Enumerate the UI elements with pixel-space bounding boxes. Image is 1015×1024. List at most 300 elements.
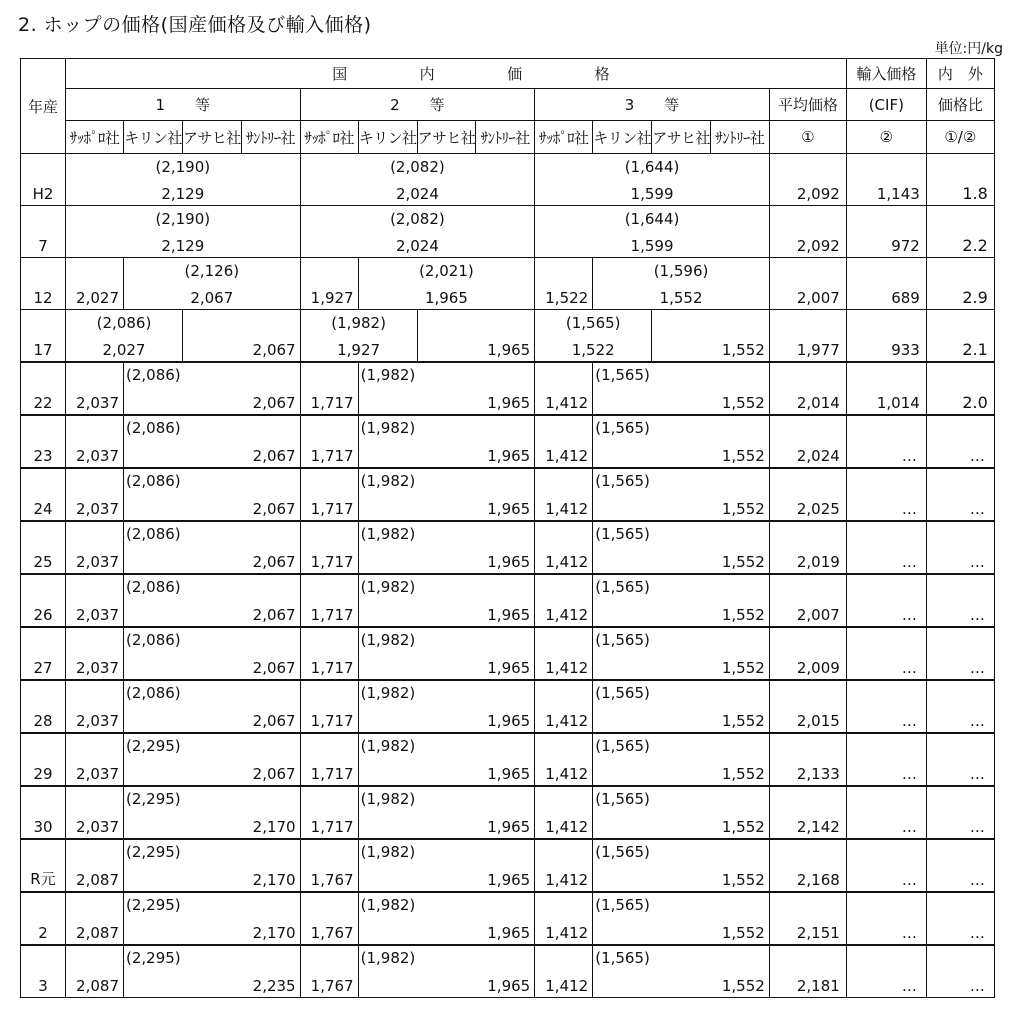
domestic-price-header — [66, 59, 847, 89]
others-price-cell — [124, 362, 301, 415]
sapporo-price-cell — [66, 258, 124, 310]
company-header: ｻｯﾎﾟﾛ社 — [300, 121, 358, 154]
price-ratio-cell — [926, 521, 994, 574]
parenthesized-price: (1,596) — [653, 262, 709, 280]
company-header: ｻｯﾎﾟﾛ社 — [66, 121, 124, 154]
price-value: 2,067 — [190, 289, 234, 307]
sapporo-price-cell — [66, 362, 124, 415]
hop-price-table — [20, 58, 995, 998]
parenthesized-price: (2,082) — [390, 158, 445, 176]
sapporo-price-cell — [66, 574, 124, 627]
sapporo-price-cell — [66, 415, 124, 468]
others-price-cell — [593, 680, 770, 733]
others-price-cell — [358, 468, 535, 521]
year-cell: H2 — [21, 154, 66, 206]
average-price-value: 2,151 — [796, 924, 840, 942]
others-price-cell — [358, 786, 535, 839]
price-value: 1,412 — [545, 712, 589, 730]
sapporo-price-cell — [535, 627, 593, 680]
parenthesized-price: (2,086) — [126, 684, 181, 702]
average-price-value: 2,007 — [796, 606, 840, 624]
company-header: アサヒ社 — [652, 121, 711, 154]
sapporo-price-cell — [535, 945, 593, 998]
parenthesized-price: (2,295) — [126, 843, 181, 861]
parenthesized-price: (2,086) — [96, 314, 152, 332]
import-price-cell — [846, 574, 926, 627]
year-cell: 25 — [21, 521, 66, 574]
sapporo-price-cell — [66, 892, 124, 945]
others-price-cell — [124, 627, 301, 680]
sapporo-price-cell — [300, 521, 358, 574]
parenthesized-price: (1,982) — [360, 472, 416, 490]
price-value: 1,965 — [487, 659, 531, 677]
others-price-cell — [124, 680, 301, 733]
price-value: 1,717 — [310, 765, 354, 783]
price-ratio-value: … — [969, 447, 986, 465]
sapporo-price-cell — [300, 362, 358, 415]
ratio-header-top: 内 外 — [926, 59, 994, 89]
parenthesized-price: (2,082) — [390, 210, 445, 228]
average-price-cell — [769, 258, 846, 310]
price-value: 2,067 — [252, 447, 296, 465]
price-ratio-cell — [926, 362, 994, 415]
import-price-cell — [846, 362, 926, 415]
average-price-value: 1,977 — [796, 341, 840, 359]
year-cell: 26 — [21, 574, 66, 627]
others-price-cell — [124, 468, 301, 521]
table-row — [21, 945, 995, 998]
price-value: 1,412 — [545, 500, 589, 518]
sapporo-price-cell — [535, 680, 593, 733]
price-ratio-value: … — [969, 712, 986, 730]
company-header: アサヒ社 — [417, 121, 476, 154]
table-row — [21, 839, 995, 892]
average-price-cell — [769, 839, 846, 892]
price-value: 1,552 — [721, 606, 765, 624]
price-ratio-value: 2.2 — [962, 236, 988, 255]
price-value: 1,717 — [310, 606, 354, 624]
table-row — [21, 733, 995, 786]
grade-price-cell — [300, 154, 535, 206]
price-value: 1,552 — [721, 394, 765, 412]
parenthesized-price: (1,982) — [360, 737, 416, 755]
average-price-value: 2,092 — [796, 185, 840, 203]
price-value: 1,412 — [545, 765, 589, 783]
grade-2-header: 2 等 — [300, 89, 535, 121]
average-price-value: 2,142 — [796, 818, 840, 836]
price-value: 1,927 — [337, 341, 381, 359]
price-value: 1,965 — [424, 289, 468, 307]
others-price-cell — [593, 362, 770, 415]
import-price-value: … — [901, 977, 918, 995]
price-value: 1,767 — [310, 977, 354, 995]
sapporo-price-cell — [535, 839, 593, 892]
import-price-cell — [846, 680, 926, 733]
company-header: ｻﾝﾄﾘｰ社 — [241, 121, 300, 154]
sapporo-price-cell — [535, 733, 593, 786]
price-value: 1,965 — [487, 553, 531, 571]
parenthesized-price: (1,565) — [595, 472, 650, 490]
price-value: 2,027 — [76, 289, 119, 307]
others-price-cell — [124, 945, 301, 998]
average-price-value: 2,007 — [796, 289, 840, 307]
parenthesized-price: (2,021) — [419, 262, 474, 280]
price-value: 2,087 — [76, 924, 119, 942]
price-value: 1,717 — [310, 712, 354, 730]
price-value: 1,552 — [721, 977, 765, 995]
price-value: 2,067 — [252, 500, 296, 518]
others-price-cell — [593, 415, 770, 468]
sapporo-price-cell — [300, 574, 358, 627]
average-price-value: 2,014 — [796, 394, 840, 412]
ratio-subheader: ①/② — [926, 121, 994, 154]
average-price-cell — [769, 362, 846, 415]
price-value: 1,552 — [721, 871, 765, 889]
price-ratio-value: … — [969, 500, 986, 518]
others-price-cell — [593, 258, 770, 310]
price-ratio-cell — [926, 680, 994, 733]
others-price-cell — [358, 627, 535, 680]
price-value: 2,129 — [161, 237, 205, 255]
sapporo-price-cell — [535, 521, 593, 574]
others-price-cell — [124, 839, 301, 892]
price-value: 2,067 — [252, 341, 296, 359]
grade-1-header: 1 等 — [66, 89, 301, 121]
year-cell: 24 — [21, 468, 66, 521]
price-value: 1,965 — [487, 394, 531, 412]
price-ratio-value: … — [969, 606, 986, 624]
others-price-cell — [593, 945, 770, 998]
others-price-cell — [593, 892, 770, 945]
price-ratio-cell — [926, 310, 994, 363]
sapporo-price-cell — [66, 680, 124, 733]
parenthesized-price: (1,644) — [624, 158, 680, 176]
sapporo-price-cell — [535, 415, 593, 468]
price-ratio-cell — [926, 945, 994, 998]
others-price-cell — [358, 362, 535, 415]
price-value: 2,067 — [252, 712, 296, 730]
import-price-value: … — [901, 765, 918, 783]
year-cell: 3 — [21, 945, 66, 998]
price-value: 1,965 — [487, 712, 531, 730]
price-ratio-value: 1.8 — [962, 184, 988, 203]
price-ratio-cell — [926, 892, 994, 945]
asahi-suntory-price-cell — [183, 310, 301, 363]
price-value: 1,599 — [630, 185, 674, 203]
domestic-char-4: 格 — [594, 65, 610, 83]
others-price-cell — [593, 786, 770, 839]
others-price-cell — [124, 892, 301, 945]
price-value: 2,170 — [252, 924, 296, 942]
average-price-value: 2,019 — [796, 553, 840, 571]
price-value: 1,767 — [310, 871, 354, 889]
sapporo-price-cell — [535, 574, 593, 627]
price-value: 1,412 — [545, 924, 589, 942]
price-ratio-value: … — [969, 553, 986, 571]
import-price-value: … — [901, 447, 918, 465]
table-row — [21, 627, 995, 680]
price-value: 2,037 — [76, 500, 119, 518]
price-value: 1,965 — [487, 447, 531, 465]
year-cell: 29 — [21, 733, 66, 786]
price-value: 1,717 — [310, 394, 354, 412]
price-value: 1,412 — [545, 553, 589, 571]
table-row — [21, 258, 995, 310]
table-row — [21, 362, 995, 415]
year-cell: 17 — [21, 310, 66, 363]
average-price-cell — [769, 733, 846, 786]
ratio-header-mid: 価格比 — [926, 89, 994, 121]
price-value: 1,965 — [487, 977, 531, 995]
parenthesized-price: (1,565) — [595, 578, 650, 596]
import-price-cell — [846, 627, 926, 680]
price-value: 1,717 — [310, 447, 354, 465]
sapporo-price-cell — [300, 839, 358, 892]
others-price-cell — [358, 680, 535, 733]
table-row — [21, 892, 995, 945]
year-cell: 22 — [21, 362, 66, 415]
sapporo-kirin-price-cell — [300, 310, 417, 363]
import-price-cell — [846, 733, 926, 786]
parenthesized-price: (1,565) — [595, 366, 650, 384]
average-price-cell — [769, 206, 846, 258]
price-value: 1,965 — [487, 818, 531, 836]
price-value: 1,965 — [487, 924, 531, 942]
parenthesized-price: (1,565) — [595, 684, 650, 702]
price-value: 1,717 — [310, 500, 354, 518]
sapporo-price-cell — [535, 892, 593, 945]
others-price-cell — [593, 627, 770, 680]
price-value: 2,129 — [161, 185, 205, 203]
table-row — [21, 206, 995, 258]
parenthesized-price: (2,086) — [126, 631, 181, 649]
price-value: 1,412 — [545, 606, 589, 624]
price-value: 2,037 — [76, 659, 119, 677]
sapporo-price-cell — [300, 468, 358, 521]
sapporo-price-cell — [300, 892, 358, 945]
price-value: 2,067 — [252, 659, 296, 677]
grade-3-header: 3 等 — [535, 89, 770, 121]
parenthesized-price: (1,565) — [595, 737, 650, 755]
parenthesized-price: (1,982) — [360, 790, 416, 808]
price-value: 1,522 — [571, 341, 615, 359]
others-price-cell — [593, 574, 770, 627]
others-price-cell — [124, 733, 301, 786]
average-price-cell — [769, 521, 846, 574]
import-price-value: 1,143 — [876, 185, 920, 203]
average-price-cell — [769, 892, 846, 945]
import-price-value: 689 — [891, 289, 920, 307]
import-price-subheader: ② — [846, 121, 926, 154]
parenthesized-price: (1,982) — [360, 366, 416, 384]
others-price-cell — [593, 839, 770, 892]
others-price-cell — [358, 733, 535, 786]
company-header: キリン社 — [124, 121, 183, 154]
parenthesized-price: (2,086) — [126, 472, 181, 490]
price-value: 1,965 — [487, 341, 531, 359]
price-ratio-cell — [926, 786, 994, 839]
others-price-cell — [124, 258, 301, 310]
grade-price-cell — [535, 154, 770, 206]
price-value: 1,717 — [310, 818, 354, 836]
sapporo-price-cell — [300, 733, 358, 786]
page-title: 2. ホップの価格(国産価格及び輸入価格) — [18, 14, 372, 36]
average-price-cell — [769, 574, 846, 627]
others-price-cell — [358, 892, 535, 945]
average-price-value: 2,009 — [796, 659, 840, 677]
price-value: 2,170 — [252, 818, 296, 836]
others-price-cell — [358, 258, 535, 310]
year-cell: 2 — [21, 892, 66, 945]
price-value: 2,037 — [76, 606, 119, 624]
price-ratio-cell — [926, 154, 994, 206]
parenthesized-price: (2,086) — [126, 366, 181, 384]
price-value: 1,552 — [721, 659, 765, 677]
import-price-cell — [846, 839, 926, 892]
others-price-cell — [593, 521, 770, 574]
table-row — [21, 154, 995, 206]
asahi-suntory-price-cell — [417, 310, 535, 363]
others-price-cell — [358, 945, 535, 998]
price-ratio-value: 2.9 — [962, 288, 988, 307]
price-ratio-value: … — [969, 924, 986, 942]
price-value: 1,552 — [721, 447, 765, 465]
parenthesized-price: (1,982) — [360, 896, 416, 914]
price-value: 2,067 — [252, 606, 296, 624]
import-price-cell — [846, 154, 926, 206]
domestic-char-1: 国 — [332, 65, 348, 83]
parenthesized-price: (2,086) — [126, 578, 181, 596]
average-price-value: 2,025 — [796, 500, 840, 518]
sapporo-price-cell — [66, 839, 124, 892]
average-price-cell — [769, 627, 846, 680]
year-cell: 12 — [21, 258, 66, 310]
parenthesized-price: (1,982) — [360, 525, 416, 543]
import-price-cell — [846, 468, 926, 521]
price-value: 2,067 — [252, 765, 296, 783]
import-price-value: … — [901, 871, 918, 889]
price-value: 2,037 — [76, 447, 119, 465]
import-price-cell — [846, 892, 926, 945]
price-value: 1,717 — [310, 553, 354, 571]
parenthesized-price: (1,982) — [360, 949, 416, 967]
price-value: 2,170 — [252, 871, 296, 889]
sapporo-price-cell — [535, 786, 593, 839]
price-ratio-value: … — [969, 977, 986, 995]
price-value: 2,024 — [395, 185, 439, 203]
company-header: キリン社 — [593, 121, 652, 154]
price-ratio-value: … — [969, 871, 986, 889]
sapporo-price-cell — [300, 415, 358, 468]
price-ratio-cell — [926, 733, 994, 786]
year-cell: R元 — [21, 839, 66, 892]
average-price-value: 2,015 — [796, 712, 840, 730]
sapporo-price-cell — [66, 468, 124, 521]
parenthesized-price: (1,565) — [595, 843, 650, 861]
year-cell: 7 — [21, 206, 66, 258]
import-price-value: … — [901, 818, 918, 836]
table-row — [21, 680, 995, 733]
price-value: 1,717 — [310, 659, 354, 677]
grade-price-cell — [535, 206, 770, 258]
others-price-cell — [593, 468, 770, 521]
parenthesized-price: (2,295) — [126, 790, 181, 808]
average-price-cell — [769, 468, 846, 521]
price-value: 2,067 — [252, 553, 296, 571]
company-header: キリン社 — [358, 121, 417, 154]
sapporo-price-cell — [300, 945, 358, 998]
sapporo-kirin-price-cell — [66, 310, 183, 363]
year-header: 年産 — [21, 59, 66, 154]
table-row — [21, 415, 995, 468]
sapporo-price-cell — [66, 627, 124, 680]
price-value: 2,037 — [76, 553, 119, 571]
price-value: 1,767 — [310, 924, 354, 942]
sapporo-price-cell — [66, 945, 124, 998]
price-value: 1,965 — [487, 765, 531, 783]
parenthesized-price: (1,565) — [595, 419, 650, 437]
import-price-cell — [846, 310, 926, 363]
year-cell: 23 — [21, 415, 66, 468]
import-price-cell — [846, 415, 926, 468]
import-price-value: 933 — [891, 341, 920, 359]
parenthesized-price: (1,982) — [360, 843, 416, 861]
parenthesized-price: (1,565) — [565, 314, 621, 332]
parenthesized-price: (2,295) — [126, 896, 181, 914]
price-value: 1,412 — [545, 447, 589, 465]
price-value: 1,412 — [545, 394, 589, 412]
parenthesized-price: (1,565) — [595, 790, 650, 808]
price-value: 1,552 — [721, 500, 765, 518]
parenthesized-price: (1,565) — [595, 631, 650, 649]
table-row — [21, 786, 995, 839]
average-price-cell — [769, 680, 846, 733]
parenthesized-price: (2,086) — [126, 419, 181, 437]
price-ratio-value: … — [969, 659, 986, 677]
parenthesized-price: (1,982) — [360, 684, 416, 702]
company-header: ｻﾝﾄﾘｰ社 — [710, 121, 769, 154]
average-price-cell — [769, 786, 846, 839]
year-cell: 28 — [21, 680, 66, 733]
sapporo-price-cell — [300, 258, 358, 310]
price-value: 2,027 — [102, 341, 146, 359]
price-value: 2,037 — [76, 765, 119, 783]
price-ratio-cell — [926, 468, 994, 521]
sapporo-price-cell — [66, 786, 124, 839]
parenthesized-price: (1,982) — [360, 419, 416, 437]
import-price-value: … — [901, 659, 918, 677]
price-value: 2,037 — [76, 394, 119, 412]
parenthesized-price: (2,295) — [126, 949, 181, 967]
unit-label: 単位:円/kg — [934, 41, 1003, 57]
price-value: 1,552 — [721, 712, 765, 730]
price-value: 2,087 — [76, 871, 119, 889]
year-cell: 27 — [21, 627, 66, 680]
price-value: 1,599 — [630, 237, 674, 255]
parenthesized-price: (2,086) — [126, 525, 181, 543]
import-price-value: 1,014 — [876, 394, 920, 412]
year-cell: 30 — [21, 786, 66, 839]
others-price-cell — [124, 415, 301, 468]
average-price-header: 平均価格 — [769, 89, 846, 121]
others-price-cell — [593, 733, 770, 786]
parenthesized-price: (1,982) — [360, 578, 416, 596]
parenthesized-price: (1,565) — [595, 525, 650, 543]
average-price-value: 2,024 — [796, 447, 840, 465]
price-ratio-cell — [926, 839, 994, 892]
price-value: 2,037 — [76, 818, 119, 836]
price-value: 1,552 — [659, 289, 703, 307]
